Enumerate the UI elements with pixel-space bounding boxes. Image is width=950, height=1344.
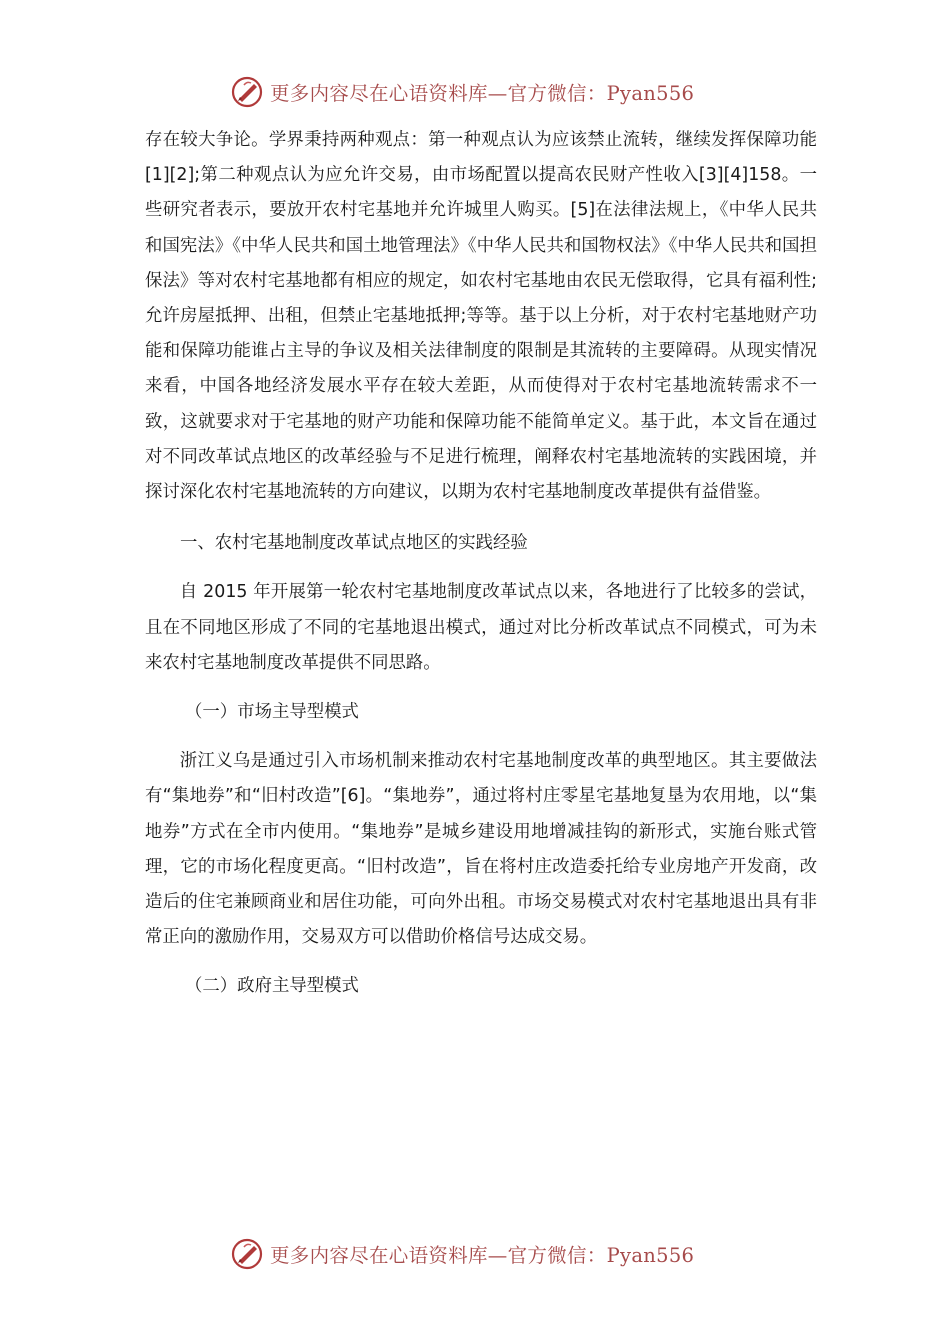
writing-hand-logo-icon bbox=[230, 75, 264, 109]
subsection-heading-government: （二）政府主导型模式 bbox=[185, 976, 359, 997]
paragraph-intro: 存在较大争论。学界秉持两种观点：第一种观点认为应该禁止流转，继续发挥保障功能[1][2];第二种观点认为应允许交易，由市场配置以提高农民财产性收入[3][4]158。一些研究者表示，要放开农村宅基地并允许城里人购买。[5]在法律法规上，《中华人民共和国宪法》《中华人民共和国土地管理法》《中华人民共和国物权法》《中华人民共和国担保法》等对农村宅基地都有相应的规定，如农村宅基地由农民无偿取得，它具有福利性;允许房屋抵押、出租，但禁止宅基地抵押;等等。基于以上分析，对于农村宅基地财产功能和保障功能谁占主导的争议及相关法律制度的限制是其流转的主要障碍。从现实情况来看，中国各地经济发展水平存在较大差距，从而使得对于农村宅基地流转需求不一致，这就要求对于宅基地的财产功能和保障功能不能简单定义。基于此，本文旨在通过对不同改革试点地区的改革经验与不足进行梳理，阐释农村宅基地流转的实践困境，并探讨深化农村宅基地流转的方向建议，以期为农村宅基地制度改革提供有益借鉴。 bbox=[145, 130, 817, 503]
paragraph-market-model: 浙江义乌是通过引入市场机制来推动农村宅基地制度改革的典型地区。其主要做法有“集地券”和“旧村改造”[6]。“集地券”，通过将村庄零星宅基地复垦为农用地，以“集地券”方式在全市内使用。“集地券”是城乡建设用地增减挂钩的新形式，实施台账式管理，它的市场化程度更高。“旧村改造”，旨在将村庄改造委托给专业房地产开发商，改造后的住宅兼顾商业和居住功能，可向外出租。市场交易模式对农村宅基地退出具有非常正向的激励作用，交易双方可以借助价格信号达成交易。 bbox=[145, 751, 817, 948]
paragraph-section-1: 自 2015 年开展第一轮农村宅基地制度改革试点以来，各地进行了比较多的尝试，且在不同地区形成了不同的宅基地退出模式，通过对比分析改革试点不同模式，可为未来农村宅基地制度改革提供不同思路。 bbox=[145, 582, 817, 673]
footer-banner-text: 更多内容尽在心语资料库—官方微信：Pyan556 bbox=[270, 1244, 695, 1267]
header-banner bbox=[0, 72, 950, 112]
subsection-heading-market: （一）市场主导型模式 bbox=[185, 702, 359, 723]
footer-banner bbox=[0, 1234, 950, 1274]
section-heading-1: 一、农村宅基地制度改革试点地区的实践经验 bbox=[180, 533, 528, 554]
document-body bbox=[145, 123, 817, 1005]
header-banner-text: 更多内容尽在心语资料库—官方微信：Pyan556 bbox=[270, 82, 695, 105]
writing-hand-logo-icon bbox=[230, 1237, 264, 1271]
